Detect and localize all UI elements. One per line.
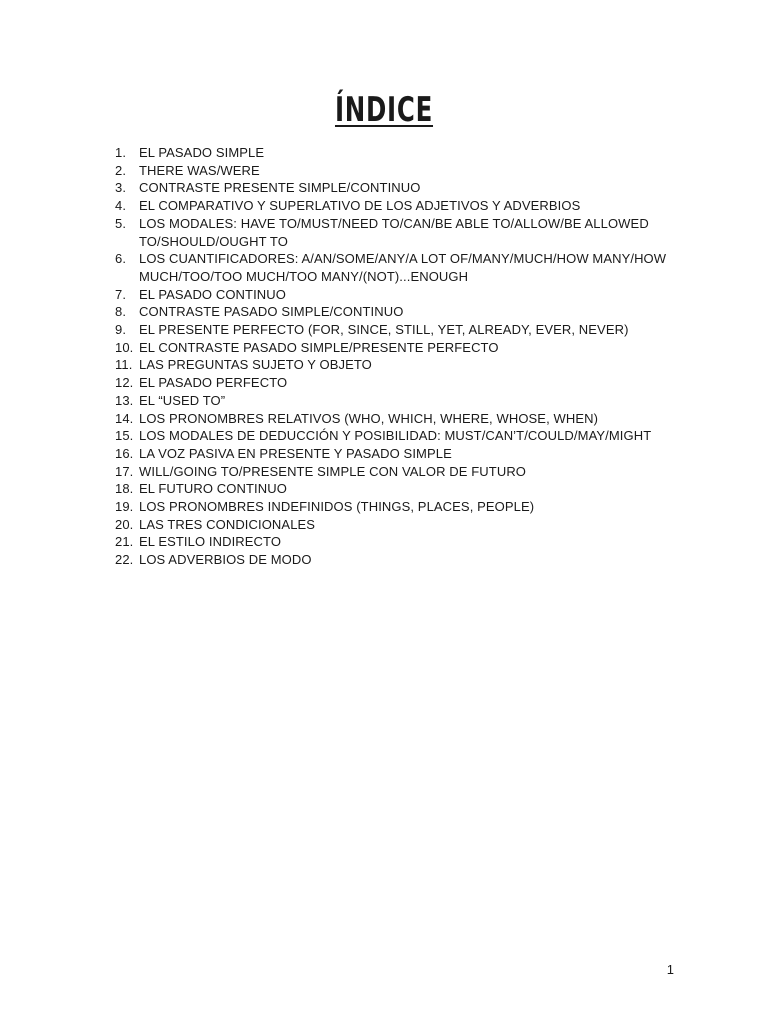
toc-item-label: EL PRESENTE PERFECTO (FOR, SINCE, STILL, YET, ALREADY, EVER, NEVER) (139, 322, 629, 338)
toc-item-number: 6. (115, 251, 127, 267)
toc-item-label: LOS PRONOMBRES INDEFINIDOS (THINGS, PLACES, PEOPLE) (139, 499, 535, 515)
toc-item (115, 516, 675, 534)
toc-item-label: LA VOZ PASIVA EN PRESENTE Y PASADO SIMPLE (139, 445, 452, 461)
toc-item-label: EL PASADO PERFECTO (139, 375, 288, 391)
toc-item-number: 16. (115, 445, 134, 461)
toc-item (115, 533, 675, 551)
toc-item-number: 15. (115, 428, 134, 444)
toc-item (115, 321, 675, 339)
toc-item-label: LAS TRES CONDICIONALES (139, 516, 316, 532)
page-number: 1 (666, 962, 674, 977)
toc-item-number: 3. (115, 180, 127, 196)
toc-item-number: 4. (115, 198, 127, 214)
toc-item-label: CONTRASTE PRESENTE SIMPLE/CONTINUO (139, 180, 421, 196)
toc-item-label: THERE WAS/WERE (139, 162, 260, 178)
toc-item-label: EL COMPARATIVO Y SUPERLATIVO DE LOS ADJETIVOS Y ADVERBIOS (139, 198, 581, 214)
toc-item (115, 339, 675, 357)
toc-item-number: 8. (115, 304, 127, 320)
toc-item-number: 1. (115, 145, 127, 160)
toc-item-number: 20. (115, 516, 134, 532)
table-of-contents (115, 144, 675, 569)
toc-item-label: LOS CUANTIFICADORES: A/AN/SOME/ANY/A LOT OF/MANY/MUCH/HOW MANY/HOW MUCH/TOO/TOO MUCH/TOO MANY/(NOT)...ENOUGH (139, 251, 667, 284)
toc-item (115, 374, 675, 392)
toc-item (115, 551, 675, 569)
toc-item-number: 13. (115, 392, 134, 408)
toc-item-number: 22. (115, 552, 134, 568)
toc-item-label: EL CONTRASTE PASADO SIMPLE/PRESENTE PERFECTO (139, 339, 499, 355)
toc-item (115, 144, 675, 162)
toc-item-label: EL PASADO SIMPLE (139, 145, 265, 160)
toc-item (115, 250, 675, 285)
toc-item-label: EL PASADO CONTINUO (139, 286, 286, 302)
toc-item (115, 179, 675, 197)
toc-item (115, 463, 675, 481)
toc-item-label: CONTRASTE PASADO SIMPLE/CONTINUO (139, 304, 404, 320)
toc-item (115, 162, 675, 180)
toc-item (115, 356, 675, 374)
toc-item (115, 215, 675, 250)
toc-item-label: EL FUTURO CONTINUO (139, 481, 287, 497)
toc-item-number: 5. (115, 215, 127, 231)
toc-item-label: LOS MODALES: HAVE TO/MUST/NEED TO/CAN/BE ABLE TO/ALLOW/BE ALLOWED TO/SHOULD/OUGHT TO (139, 215, 649, 249)
toc-item (115, 445, 675, 463)
toc-item (115, 286, 675, 304)
toc-item-label: LAS PREGUNTAS SUJETO Y OBJETO (139, 357, 372, 373)
toc-item-label: EL “USED TO” (139, 392, 226, 408)
toc-item-label: WILL/GOING TO/PRESENTE SIMPLE CON VALOR DE FUTURO (139, 463, 527, 479)
toc-item (115, 410, 675, 428)
toc-item-number: 14. (115, 410, 134, 426)
toc-item-number: 19. (115, 499, 134, 515)
toc-item (115, 480, 675, 498)
toc-item-label: LOS ADVERBIOS DE MODO (139, 552, 312, 568)
page-title-text: ÍNDICE (334, 90, 434, 130)
toc-item-number: 2. (115, 162, 127, 178)
toc-item-number: 7. (115, 286, 127, 302)
toc-item-number: 21. (115, 534, 134, 550)
toc-item-label: LOS MODALES DE DEDUCCIÓN Y POSIBILIDAD: MUST/CAN’T/COULD/MAY/MIGHT (139, 428, 652, 444)
toc-item-number: 18. (115, 481, 134, 497)
toc-item-label: EL ESTILO INDIRECTO (139, 534, 282, 550)
toc-item (115, 303, 675, 321)
toc-item-number: 11. (115, 357, 133, 373)
toc-item (115, 427, 675, 445)
toc-item-number: 17. (115, 463, 134, 479)
page-title (108, 88, 661, 132)
toc-item-number: 10. (115, 339, 134, 355)
toc-item (115, 197, 675, 215)
toc-item-number: 12. (115, 375, 134, 391)
toc-item (115, 498, 675, 516)
toc-item-label: LOS PRONOMBRES RELATIVOS (WHO, WHICH, WHERE, WHOSE, WHEN) (139, 410, 599, 426)
toc-item (115, 392, 675, 410)
toc-item-number: 9. (115, 322, 127, 338)
